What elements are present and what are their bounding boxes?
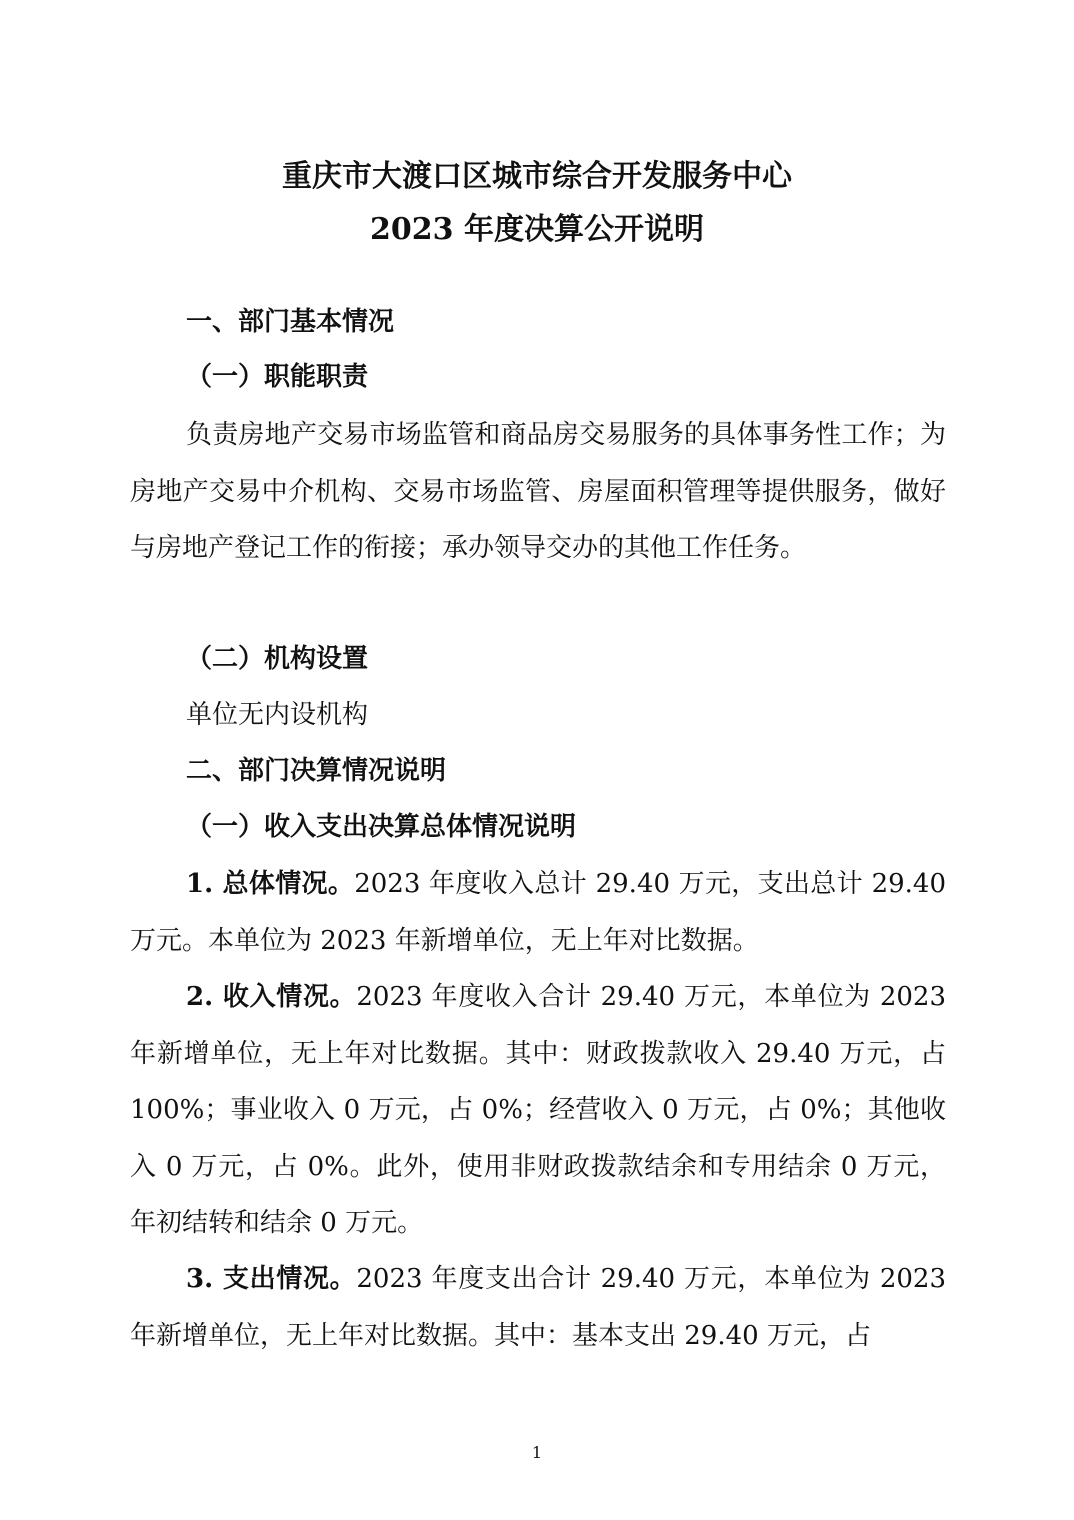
functions-paragraph: 负责房地产交易市场监管和商品房交易服务的具体事务性工作；为房地产交易中介机构、交易市场监管、房屋面积管理等提供服务，做好与房地产登记工作的衔接；承办领导交办的其他工作任务。	[130, 420, 946, 563]
overall-paragraph	[130, 856, 946, 969]
organization-paragraph: 单位无内设机构	[186, 700, 369, 730]
section2-heading: 二、部门决算情况说明	[186, 756, 447, 786]
document-title-line2: 2023 年度决算公开说明	[370, 212, 704, 247]
page-number: 1	[531, 1443, 543, 1462]
expenditure-lead: 3. 支出情况。	[186, 1264, 357, 1294]
income-lead: 2. 收入情况。	[186, 982, 357, 1012]
income-text: 2023 年度收入合计 29.40 万元，本单位为 2023 年新增单位，无上年对比数据。其中：财政拨款收入 29.40 万元，占 100%；事业收入 0 万元，占 0%；经营收入 0 万元，占 0%；其他收入 0 万元，占 0%。此外，使用非财政拨款结余和专用结余 0 万元，年初结转和结余 0 万元。	[130, 982, 947, 1238]
overall-text: 2023 年度收入总计 29.40 万元，支出总计 29.40 万元。本单位为 2023 年新增单位，无上年对比数据。	[130, 869, 947, 956]
section1-heading: 一、部门基本情况	[186, 307, 395, 337]
section1-sub2-heading: （二）机构设置	[186, 644, 369, 674]
income-paragraph	[130, 969, 946, 1252]
section2-sub1-heading: （一）收入支出决算总体情况说明	[186, 812, 577, 842]
section1-sub1-heading: （一）职能职责	[186, 362, 369, 392]
document-title-line1: 重庆市大渡口区城市综合开发服务中心	[282, 159, 792, 194]
expenditure-paragraph	[130, 1251, 946, 1364]
expenditure-text: 2023 年度支出合计 29.40 万元，本单位为 2023 年新增单位，无上年对比数据。其中：基本支出 29.40 万元，占	[130, 1264, 947, 1351]
overall-lead: 1. 总体情况。	[186, 869, 355, 899]
